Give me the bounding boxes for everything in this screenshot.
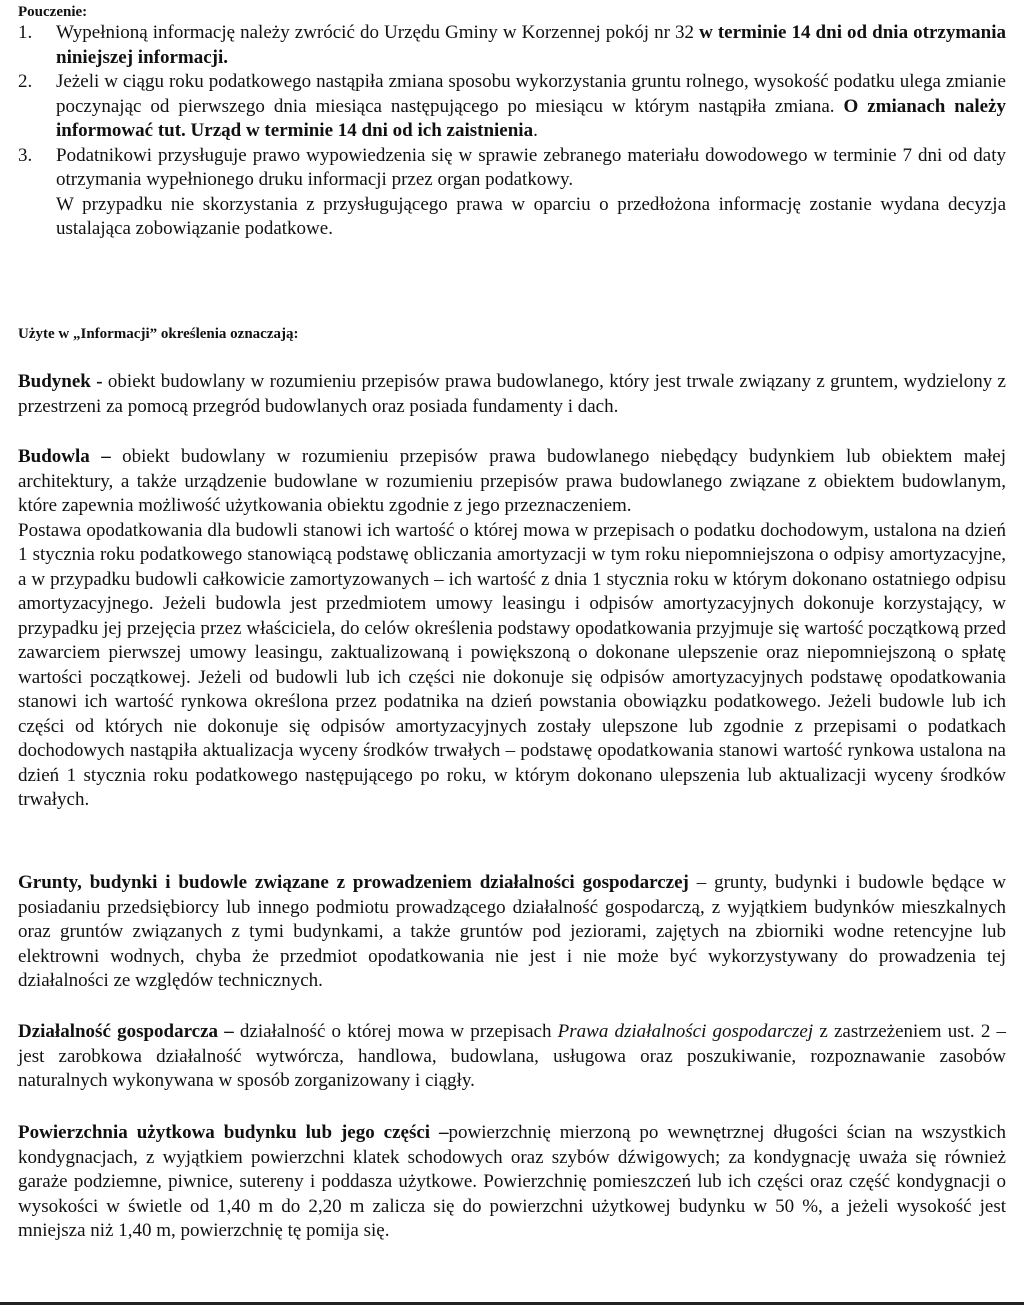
definition-term: Powierzchnia użytkowa budynku lub jego części – [18, 1122, 449, 1143]
definition-term: Działalność gospodarcza – [18, 1021, 234, 1042]
definition-term: Grunty, budynki i budowle związane z prowadzeniem działalności gospodarczej [18, 872, 689, 893]
pouczenie-item-1 [18, 21, 1006, 70]
item-text [56, 144, 1006, 242]
pouczenie-item-3 [18, 144, 1006, 242]
definition-text: działalność o której mowa w przepisach [233, 1021, 558, 1042]
item-text [56, 21, 1006, 70]
definition-text-2: Postawa opodatkowania dla budowli stanowi ich wartość o której mowa w przepisach o podatku dochodowym, ustalona na dzień 1 stycznia roku podatkowego stanowiącą podstawę obliczania amortyzacji w tym roku niepomniejszona o odpisy amortyzacyjne, a w przypadku budowli całkowicie zamortyzowanych – ich wartość z dnia 1 stycznia roku w którym dokonano ostatniego odpisu amortyzacyjnego. Jeżeli budowla jest przedmiotem umowy leasingu i odpisów amortyzacyjnych dokonuje korzystający, w przypadku jej przejęcia przez właściciela, do celów określenia podstawy opodatkowania przyjmuje się wartość początkową przed zawarciem pierwszej umowy leasingu, zaktualizowaną i powiększoną o dokonane ulepszenie oraz niepomniejszoną o spłatę wartości początkowej. Jeżeli od budowli lub ich części nie dokonuje się odpisów amortyzacyjnych podstawę opodatkowania stanowi ich wartość rynkowa określona przez podatnika na dzień powstania obowiązku podatkowego. Jeżeli budowle lub ich części od których nie dokonuje się odpisów amortyzacyjnych zostały ulepszone lub zgodnie z przepisami o podatkach dochodowych nastąpiła aktualizacja wyceny środków trwałych – podstawę opodatkowania stanowi wartość rynkowa ustalona na dzień 1 stycznia roku podatkowego następującego po roku, w którym dokonano ulepszenia lub aktualizacji wyceny środków trwałych. [18, 519, 1006, 810]
item-text-plain: Podatnikowi przysługuje prawo wypowiedzenia się w sprawie zebranego materiału dowodowego w terminie 7 dni od daty otrzymania wypełnionego druku informacji przez organ podatkowy. [56, 144, 1006, 190]
definition-text: obiekt budowlany w rozumieniu przepisów prawa budowlanego, który jest trwale związany z gruntem, wydzielony z przestrzeni za pomocą przegród budowlanych oraz posiada fundamenty i dach. [18, 371, 1006, 417]
item-text-end: . [533, 120, 538, 141]
item-text-bold: w terminie 14 dni od dnia otrzymania niniejszej informacji. [56, 22, 1006, 68]
item-number: 2. [18, 71, 33, 92]
definition-budynek [18, 370, 1006, 419]
definitions-intro: Użyte w „Informacji” określenia oznaczają: [18, 326, 299, 342]
pouczenie-title: Pouczenie: [18, 4, 88, 20]
definition-text: – grunty, budynki i budowle będące w posiadaniu przedsiębiorcy lub innego podmiotu prowadzącego działalność gospodarczą, z wyjątkiem budynków mieszkalnych oraz gruntów związanych z tymi budynkami, a także gruntów pod jeziorami, zajętych na zbiorniki wodne retencyjne lub elektrowni wodnych, chyba że przedmiot opodatkowania nie jest i nie może być wykorzystywany do prowadzenia tej działalności ze względów technicznych. [18, 872, 1006, 991]
definition-term: Budowla – [18, 446, 111, 467]
definition-grunty [18, 871, 1006, 994]
pouczenie-list [18, 21, 1006, 242]
item-text-bold: O zmianach należy informować tut. Urząd w terminie 14 dni od ich zaistnienia [56, 95, 1006, 141]
document-page [18, 4, 1007, 1241]
pouczenie-item-2 [18, 70, 1006, 144]
item-text-plain: Jeżeli w ciągu roku podatkowego nastąpiła zmiana sposobu wykorzystania gruntu rolnego, wysokość podatku ulega zmianie poczynając od pierwszego dnia miesiąca następującego po miesiącu w którym nastąpiła zmiana. [56, 71, 1006, 117]
item-text [56, 70, 1006, 144]
definition-italic: Prawa działalności gospodarczej [557, 1021, 814, 1042]
definition-term: Budynek - [18, 371, 103, 392]
item-number: 3. [18, 144, 33, 166]
item-number: 1. [18, 22, 33, 43]
definition-powierzchnia [18, 1121, 1006, 1244]
definition-text-2: z zastrzeżeniem ust. 2 – jest zarobkowa działalność wytwórcza, handlowa, budowlana, usługowa oraz poszukiwanie, rozpoznawanie zasobów naturalnych wykonywana w sposób zorganizowany i ciągły. [18, 1021, 1006, 1091]
definition-dzialalnosc [18, 1020, 1006, 1094]
definition-budowla [18, 445, 1006, 813]
item-text-plain-2: W przypadku nie skorzystania z przysługującego prawa w oparciu o przedłożona informację zostanie wydana decyzja ustalająca zobowiązanie podatkowe. [56, 193, 1006, 239]
item-text-plain: Wypełnioną informację należy zwrócić do Urzędu Gminy w Korzennej pokój nr 32 [56, 22, 700, 43]
definition-text: obiekt budowlany w rozumieniu przepisów prawa budowlanego niebędący budynkiem lub obiektem małej architektury, a także urządzenie budowlane w rozumieniu przepisów prawa budowlanego związane z obiektem budowlanym, które zapewnia możliwość użytkowania obiektu zgodnie z jego przeznaczeniem. [18, 446, 1007, 516]
definition-text: powierzchnię mierzoną po wewnętrznej długości ścian na wszystkich kondygnacjach, z wyjątkiem powierzchni klatek schodowych oraz szybów dźwigowych; za kondygnację uważa się również garaże podziemne, piwnice, sutereny i poddasza użytkowe. Powierzchnię pomieszczeń lub ich części oraz część kondygnacji o wysokości w świetle od 1,40 m do 2,20 m zalicza się do powierzchni użytkowej budynku w 50 %, a jeżeli wysokość jest mniejsza niż 1,40 m, powierzchnię tę pomija się. [18, 1122, 1006, 1241]
